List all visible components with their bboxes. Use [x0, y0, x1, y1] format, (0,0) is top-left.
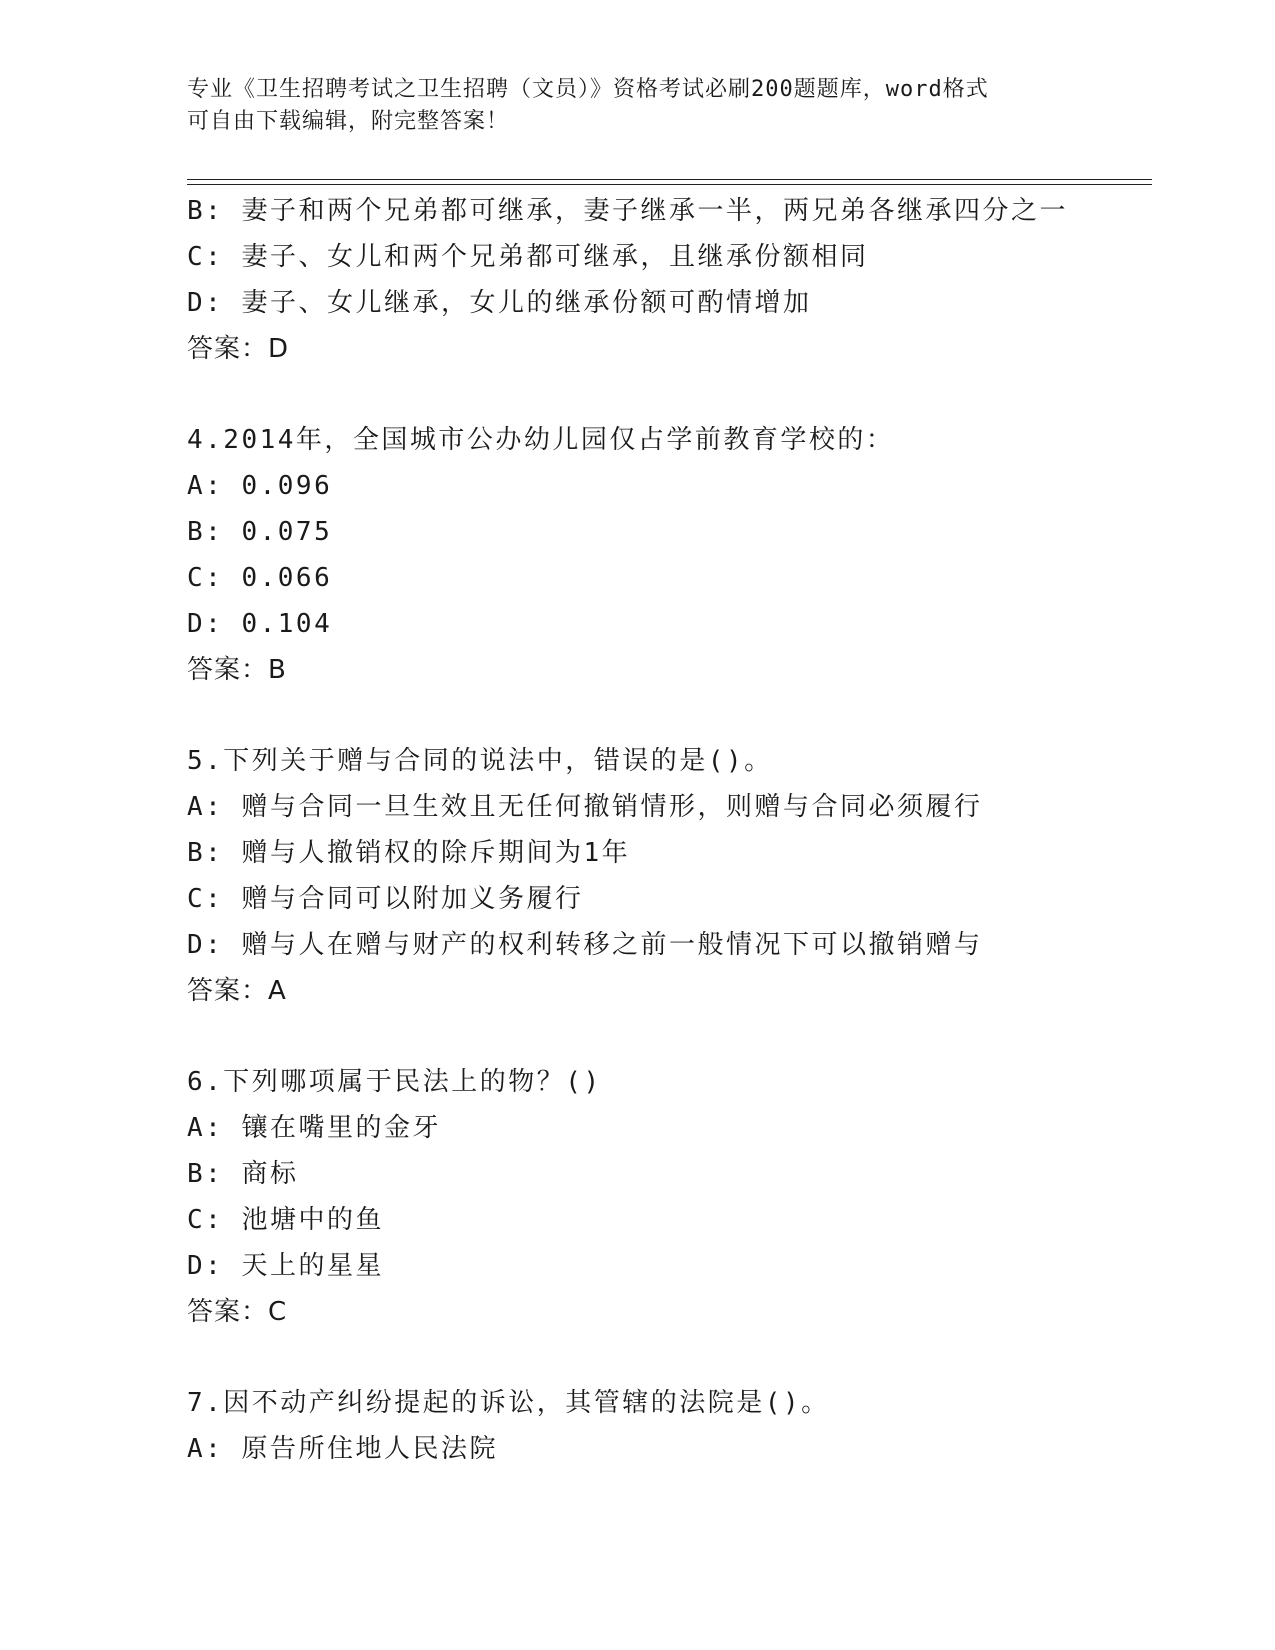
answer-line: 答案：D	[187, 334, 290, 364]
option-c: C: 0.066	[187, 563, 333, 593]
document-body	[187, 188, 1147, 1472]
option-a: A: 0.096	[187, 471, 333, 501]
option-d: D: 0.104	[187, 609, 333, 639]
question-text: 5.下列关于赠与合同的说法中，错误的是()。	[187, 746, 773, 776]
header-divider-bottom	[187, 184, 1152, 185]
option-d: D: 妻子、女儿继承，女儿的继承份额可酌情增加	[187, 288, 812, 318]
option-d: D: 天上的星星	[187, 1251, 384, 1281]
question-block-5	[187, 738, 1147, 1014]
option-b: B: 妻子和两个兄弟都可继承，妻子继承一半，两兄弟各继承四分之一	[187, 196, 1068, 226]
option-c: C: 池塘中的鱼	[187, 1205, 384, 1235]
question-block-6	[187, 1059, 1147, 1335]
option-a: A: 赠与合同一旦生效且无任何撤销情形，则赠与合同必须履行	[187, 792, 983, 822]
answer-line: 答案：B	[187, 655, 287, 685]
option-b: B: 0.075	[187, 517, 333, 547]
question-text: 4.2014年，全国城市公办幼儿园仅占学前教育学校的：	[187, 425, 895, 455]
header-line-1: 专业《卫生招聘考试之卫生招聘（文员）》资格考试必刷200题题库，word格式	[187, 77, 989, 102]
question-text: 7.因不动产纠纷提起的诉讼，其管辖的法院是()。	[187, 1388, 830, 1418]
option-d: D: 赠与人在赠与财产的权利转移之前一般情况下可以撤销赠与	[187, 930, 983, 960]
header-line-2: 可自由下载编辑，附完整答案！	[187, 109, 510, 134]
question-block-4	[187, 417, 1147, 693]
option-a: A: 原告所住地人民法院	[187, 1434, 498, 1464]
header-divider-top	[187, 179, 1152, 180]
question-block-3	[187, 188, 1147, 372]
question-block-7	[187, 1380, 1147, 1472]
answer-line: 答案：C	[187, 1297, 288, 1327]
question-text: 6.下列哪项属于民法上的物？()	[187, 1067, 602, 1097]
option-a: A: 镶在嘴里的金牙	[187, 1113, 441, 1143]
option-c: C: 赠与合同可以附加义务履行	[187, 884, 584, 914]
option-b: B: 赠与人撤销权的除斥期间为1年	[187, 838, 631, 868]
document-header	[187, 74, 1087, 138]
option-c: C: 妻子、女儿和两个兄弟都可继承，且继承份额相同	[187, 242, 869, 272]
answer-line: 答案：A	[187, 976, 287, 1006]
option-b: B: 商标	[187, 1159, 299, 1189]
